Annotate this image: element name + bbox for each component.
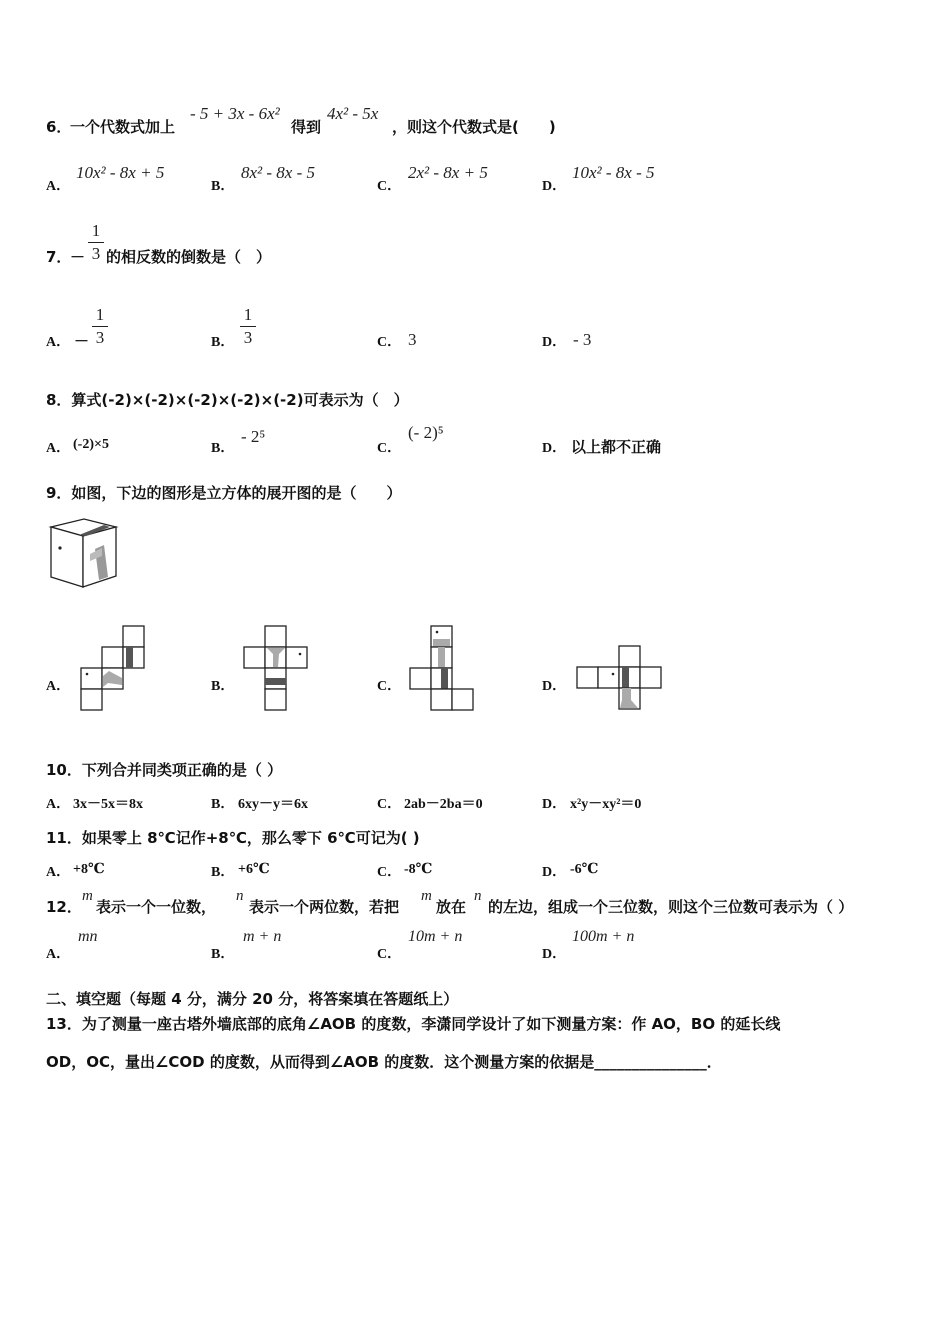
q12-option-c-value: 10m + n xyxy=(408,928,463,945)
q6-option-d-value: 10x² - 8x - 5 xyxy=(572,163,655,182)
q7-option-b-den: 3 xyxy=(243,328,253,347)
q12-s4: 的左边，组成一个三位数，则这个三位数可表示为（ ） xyxy=(488,898,854,916)
q12-s2: 表示一个两位数，若把 xyxy=(249,898,400,916)
q12-option-d-label[interactable]: D． xyxy=(542,947,567,962)
q7-option-a-fraction xyxy=(92,305,108,348)
q7-option-a-den: 3 xyxy=(95,328,105,347)
q7-option-a-label[interactable]: A． xyxy=(46,335,71,350)
q11-option-d-label[interactable]: D． xyxy=(542,865,567,880)
section2-heading: 二、填空题（每题 4 分，满分 20 分，将答案填在答题纸上） xyxy=(46,990,459,1008)
q11-option-b-label[interactable]: B． xyxy=(211,865,235,880)
q7-option-b-num: 1 xyxy=(243,305,253,324)
q12-var-n-2: n xyxy=(474,888,482,904)
q11-option-c-value: -8℃ xyxy=(404,862,433,877)
q7-option-a-num: 1 xyxy=(95,305,105,324)
net-b-figure[interactable] xyxy=(243,625,313,715)
q10-option-d-label[interactable]: D． xyxy=(542,797,567,812)
q8-option-d-label[interactable]: D． xyxy=(542,441,567,456)
q7-option-b-label[interactable]: B． xyxy=(211,335,235,350)
q11-option-a-value: +8℃ xyxy=(73,862,105,877)
q9-stem: 9．如图，下边的图形是立方体的展开图的是（ ） xyxy=(46,484,402,502)
cube-figure xyxy=(46,514,120,592)
q11-option-a-label[interactable]: A． xyxy=(46,865,71,880)
q6-option-d-label[interactable]: D． xyxy=(542,179,567,194)
cube-left-face xyxy=(51,527,83,587)
cube-dot xyxy=(58,546,61,549)
q8-option-b-value: - 2⁵ xyxy=(241,427,266,446)
net-c-dark-stripe xyxy=(441,668,448,689)
q7-frac-den: 3 xyxy=(91,244,101,263)
q7-option-d-label[interactable]: D． xyxy=(542,335,567,350)
q6-expr-given: - 5 + 3x - 6x² xyxy=(190,104,280,123)
q11-option-b-value: +6℃ xyxy=(238,862,270,877)
q12-s3: 放在 xyxy=(436,898,467,916)
q12-s1: 表示一个一位数， xyxy=(96,898,217,916)
q7-stem: 的相反数的倒数是（ ） xyxy=(106,248,272,266)
q12-option-b-value: m + n xyxy=(243,928,282,945)
q6-option-a-value: 10x² - 8x + 5 xyxy=(76,163,165,182)
q6-expr-result: 4x² - 5x xyxy=(327,104,379,123)
q12-option-a-value: mn xyxy=(78,928,98,945)
q8-option-c-label[interactable]: C． xyxy=(377,441,402,456)
q9-option-a-label[interactable]: A． xyxy=(46,679,71,694)
q6-option-a-label[interactable]: A． xyxy=(46,179,71,194)
q8-option-a-label[interactable]: A． xyxy=(46,441,71,456)
q12-option-a-label[interactable]: A． xyxy=(46,947,71,962)
net-c-grey-mid xyxy=(438,647,445,668)
q10-option-c-label[interactable]: C． xyxy=(377,797,402,812)
q6-option-b-value: 8x² - 8x - 5 xyxy=(241,163,316,182)
net-a-dark-stripe xyxy=(126,647,133,668)
q11-stem: 11．如果零上 8℃记作+8℃，那么零下 6℃可记为( ) xyxy=(46,829,420,847)
q7-option-d-value: - 3 xyxy=(573,330,592,349)
q10-option-c-value: 2ab－2ba＝0 xyxy=(404,797,483,812)
q6-stem-c: ，则这个代数式是( ) xyxy=(392,118,556,136)
q6-option-b-label[interactable]: B． xyxy=(211,179,235,194)
net-d-figure[interactable] xyxy=(575,645,665,715)
q12-var-m: m xyxy=(82,888,93,904)
q13-line1: 13．为了测量一座古塔外墙底部的底角∠AOB 的度数，李潇同学设计了如下测量方案：作 AO，BO 的延长线 xyxy=(46,1015,781,1033)
q12-option-c-label[interactable]: C． xyxy=(377,947,402,962)
q7-number: 7． xyxy=(46,248,72,266)
q10-option-d-value: x²y－xy²＝0 xyxy=(570,797,642,812)
q12-option-d-value: 100m + n xyxy=(572,928,635,945)
q9-option-c-label[interactable]: C． xyxy=(377,679,402,694)
q7-fraction xyxy=(88,221,104,264)
q6-stem-b: 得到 xyxy=(291,118,322,136)
q7-option-c-label[interactable]: C． xyxy=(377,335,402,350)
q11-option-d-value: -6℃ xyxy=(570,862,599,877)
q10-option-b-value: 6xy－y＝6x xyxy=(238,797,308,812)
q8-option-a-value: (-2)×5 xyxy=(73,437,109,452)
q9-option-b-label[interactable]: B． xyxy=(211,679,235,694)
q8-stem: 8．算式(-2)×(-2)×(-2)×(-2)×(-2)可表示为（ ） xyxy=(46,391,409,409)
q10-option-a-label[interactable]: A． xyxy=(46,797,71,812)
q13-line2: OD，OC，量出∠COD 的度数，从而得到∠AOB 的度数．这个测量方案的依据是_______________． xyxy=(46,1053,722,1071)
q7-frac-num: 1 xyxy=(91,221,101,240)
q8-option-c-value: (- 2)⁵ xyxy=(408,423,444,442)
q9-option-d-label[interactable]: D． xyxy=(542,679,567,694)
q6-option-c-label[interactable]: C． xyxy=(377,179,402,194)
q7-option-c-value: 3 xyxy=(408,330,417,349)
net-c-figure[interactable] xyxy=(409,625,479,715)
q12-var-m-2: m xyxy=(421,888,432,904)
q12-number: 12． xyxy=(46,898,82,916)
q10-stem: 10．下列合并同类项正确的是（ ） xyxy=(46,761,283,779)
q10-option-b-label[interactable]: B． xyxy=(211,797,235,812)
q11-option-c-label[interactable]: C． xyxy=(377,865,402,880)
q8-option-b-label[interactable]: B． xyxy=(211,441,235,456)
q10-option-a-value: 3x－5x＝8x xyxy=(73,797,143,812)
q12-option-b-label[interactable]: B． xyxy=(211,947,235,962)
net-a-figure[interactable] xyxy=(78,625,148,715)
q7-option-a-prefix: － xyxy=(74,332,90,350)
net-b-dark-stripe xyxy=(265,678,286,685)
q7-option-b-fraction xyxy=(240,305,256,348)
net-d-dark-stripe xyxy=(622,667,629,688)
q7-prefix: － xyxy=(70,248,86,266)
q8-option-d-value: 以上都不正确 xyxy=(571,438,662,456)
net-c-grey-top xyxy=(433,639,450,647)
q6-option-c-value: 2x² - 8x + 5 xyxy=(408,163,488,182)
q6-number: 6． xyxy=(46,118,72,136)
q6-stem-a: 一个代数式加上 xyxy=(70,118,176,136)
q12-var-n: n xyxy=(236,888,244,904)
